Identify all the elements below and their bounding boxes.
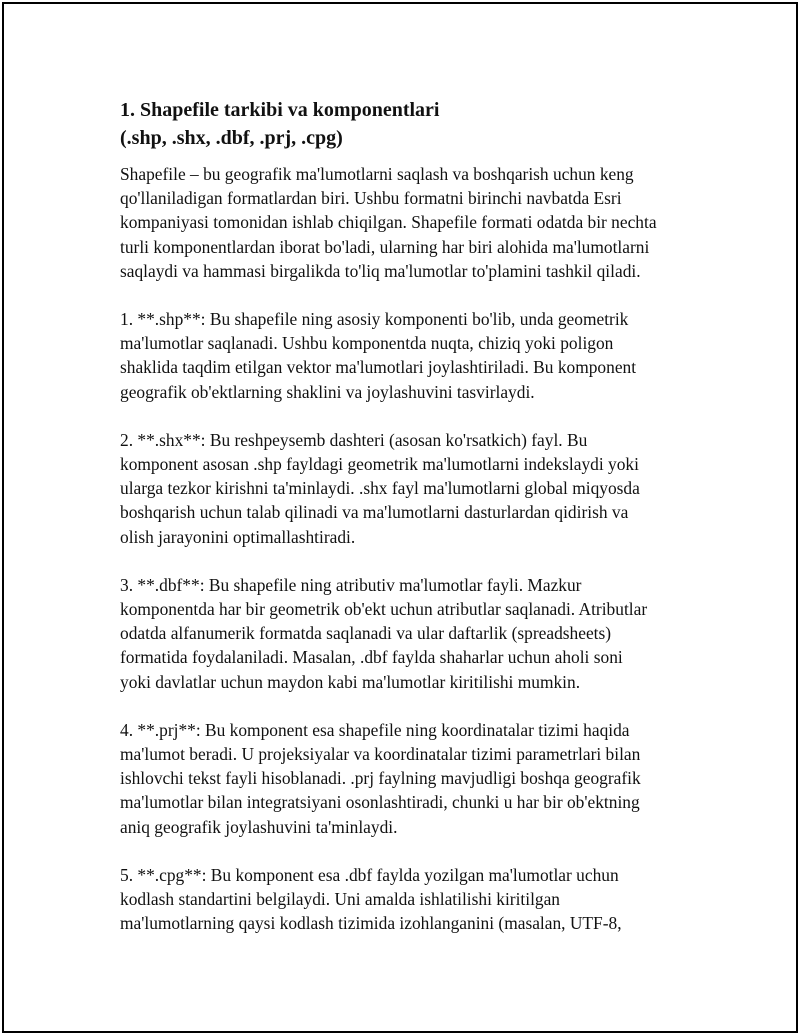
text-line: 3. **.dbf**: Bu shapefile ning atributiv ma'lumotlar fayli. Mazkur bbox=[120, 574, 582, 595]
text-line: ma'lumotlar bilan integratsiyani osonlashtiradi, chunki u har bir ob'ektning bbox=[120, 792, 640, 813]
text-line: kodlash standartini belgilaydi. Uni amalda ishlatilishi kiritilgan bbox=[120, 889, 561, 910]
section-heading bbox=[120, 96, 710, 152]
heading-line: 1. Shapefile tarkibi va komponentlari bbox=[120, 99, 440, 121]
text-line: 2. **.shx**: Bu reshpeysemb dashteri (asosan ko'rsatkich) fayl. Bu bbox=[120, 429, 588, 450]
text-line: saqlaydi va hammasi birgalikda to'liq ma'lumotlar to'plamini tashkil qiladi. bbox=[120, 260, 641, 281]
text-line: shaklida taqdim etilgan vektor ma'lumotlari joylashtiriladi. Bu komponent bbox=[120, 357, 637, 378]
heading-line: (.shp, .shx, .dbf, .prj, .cpg) bbox=[120, 127, 343, 149]
text-line: 5. **.cpg**: Bu komponent esa .dbf faylda yozilgan ma'lumotlar uchun bbox=[120, 864, 619, 885]
text-line: boshqarish uchun talab qilinadi va ma'lumotlarni dasturlardan qidirish va bbox=[120, 502, 629, 523]
text-line: qo'llaniladigan formatlardan biri. Ushbu formatni birinchi navbatda Esri bbox=[120, 188, 622, 209]
text-line: odatda alfanumerik formatda saqlanadi va ular daftarlik (spreadsheets) bbox=[120, 623, 612, 644]
text-line: olish jarayonini optimallashtiradi. bbox=[120, 526, 356, 547]
text-line: aniq geografik joylashuvini ta'minlaydi. bbox=[120, 816, 398, 837]
intro-paragraph bbox=[120, 162, 710, 283]
text-line: Shapefile – bu geografik ma'lumotlarni saqlash va boshqarish uchun keng bbox=[120, 164, 634, 184]
text-line: ma'lumotlar saqlanadi. Ushbu komponentda nuqta, chiziq yoki poligon bbox=[120, 333, 614, 354]
document-body bbox=[120, 96, 710, 959]
cpg-paragraph bbox=[120, 863, 710, 936]
text-line: komponent asosan .shp fayldagi geometrik ma'lumotlarni indekslaydi yoki bbox=[120, 454, 639, 475]
text-line: 1. **.shp**: Bu shapefile ning asosiy komponenti bo'lib, unda geometrik bbox=[120, 309, 629, 330]
text-line: turli komponentlardan iborat bo'ladi, ularning har biri alohida ma'lumotlarni bbox=[120, 236, 650, 257]
shp-paragraph bbox=[120, 307, 710, 404]
text-line: 4. **.prj**: Bu komponent esa shapefile ning koordinatalar tizimi haqida bbox=[120, 719, 630, 740]
text-line: kompaniyasi tomonidan ishlab chiqilgan. Shapefile formati odatda bir nechta bbox=[120, 212, 657, 233]
prj-paragraph bbox=[120, 718, 710, 839]
text-line: yoki davlatlar uchun maydon kabi ma'lumotlar kiritilishi mumkin. bbox=[120, 671, 581, 692]
text-line: ma'lumot beradi. U projeksiyalar va koordinatalar tizimi parametrlari bilan bbox=[120, 744, 641, 765]
text-line: ma'lumotlarning qaysi kodlash tizimida izohlanganini (masalan, UTF-8, bbox=[120, 913, 622, 934]
text-line: geografik ob'ektlarning shaklini va joylashuvini tasvirlaydi. bbox=[120, 381, 535, 402]
text-line: komponentda har bir geometrik ob'ekt uchun atributlar saqlanadi. Atributlar bbox=[120, 599, 648, 620]
document-page bbox=[2, 2, 798, 1033]
text-line: formatida foydalaniladi. Masalan, .dbf faylda shaharlar uchun aholi soni bbox=[120, 647, 623, 668]
dbf-paragraph bbox=[120, 573, 710, 694]
text-line: ularga tezkor kirishni ta'minlaydi. .shx fayl ma'lumotlarni global miqyosda bbox=[120, 478, 640, 499]
shx-paragraph bbox=[120, 428, 710, 549]
text-line: ishlovchi tekst fayli hisoblanadi. .prj faylning mavjudligi boshqa geografik bbox=[120, 768, 641, 789]
